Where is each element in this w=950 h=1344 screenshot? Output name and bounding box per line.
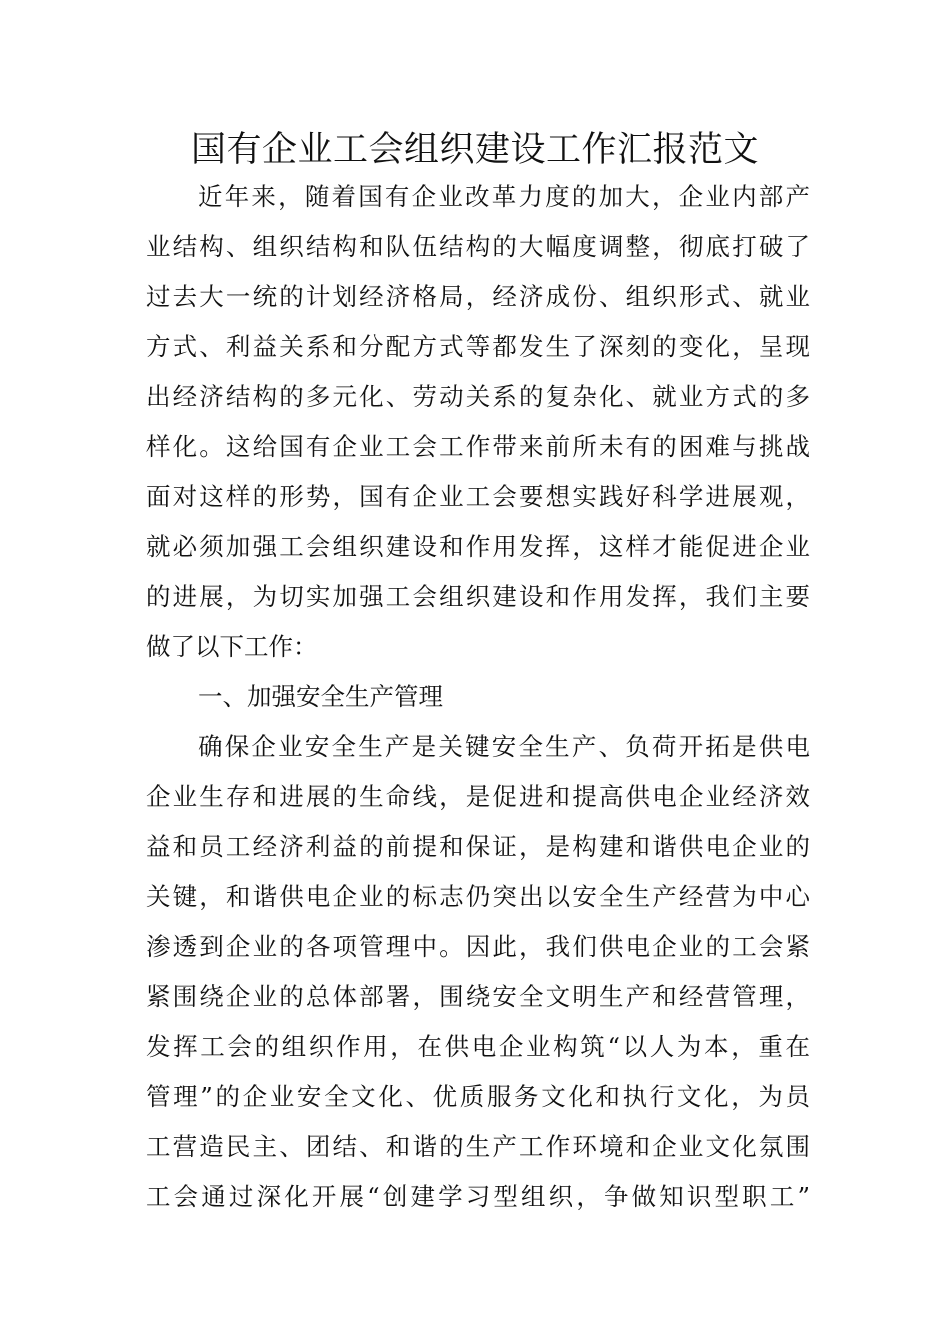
body-line: 业结构、组织结构和队伍结构的大幅度调整，彻底打破了 bbox=[146, 232, 810, 261]
body-line: 企业生存和进展的生命线，是促进和提高供电企业经济效 bbox=[146, 782, 810, 811]
body-line: 过去大一统的计划经济格局，经济成份、组织形式、就业 bbox=[146, 282, 810, 311]
body-line: 益和员工经济利益的前提和保证，是构建和谐供电企业的 bbox=[146, 832, 810, 861]
body-line: 紧围绕企业的总体部署，围绕安全文明生产和经营管理， bbox=[146, 982, 810, 1011]
body-line: 就必须加强工会组织建设和作用发挥，这样才能促进企业 bbox=[146, 532, 810, 561]
body-line: 出经济结构的多元化、劳动关系的复杂化、就业方式的多 bbox=[146, 382, 810, 411]
body-line: 确保企业安全生产是关键安全生产、负荷开拓是供电 bbox=[198, 732, 810, 761]
section-heading: 一、加强安全生产管理 bbox=[198, 682, 443, 711]
document-title: 国有企业工会组织建设工作汇报范文 bbox=[190, 130, 759, 170]
body-line: 样化。这给国有企业工会工作带来前所未有的困难与挑战 bbox=[146, 432, 810, 461]
body-line: 渗透到企业的各项管理中。因此，我们供电企业的工会紧 bbox=[146, 932, 810, 961]
body-line: 做了以下工作： bbox=[146, 632, 318, 661]
body-line: 管理”的企业安全文化、优质服务文化和执行文化，为员 bbox=[146, 1082, 810, 1111]
body-line: 的进展，为切实加强工会组织建设和作用发挥，我们主要 bbox=[146, 582, 810, 611]
body-line: 近年来，随着国有企业改革力度的加大，企业内部产 bbox=[198, 182, 810, 211]
body-line: 发挥工会的组织作用，在供电企业构筑“以人为本，重在 bbox=[146, 1032, 810, 1061]
body-line: 关键，和谐供电企业的标志仍突出以安全生产经营为中心 bbox=[146, 882, 810, 911]
body-line: 面对这样的形势，国有企业工会要想实践好科学进展观， bbox=[146, 482, 810, 511]
body-line: 工营造民主、团结、和谐的生产工作环境和企业文化氛围 bbox=[146, 1132, 810, 1161]
body-line: 方式、利益关系和分配方式等都发生了深刻的变化，呈现 bbox=[146, 332, 810, 361]
body-line: 工会通过深化开展“创建学习型组织，争做知识型职工” bbox=[146, 1182, 810, 1211]
